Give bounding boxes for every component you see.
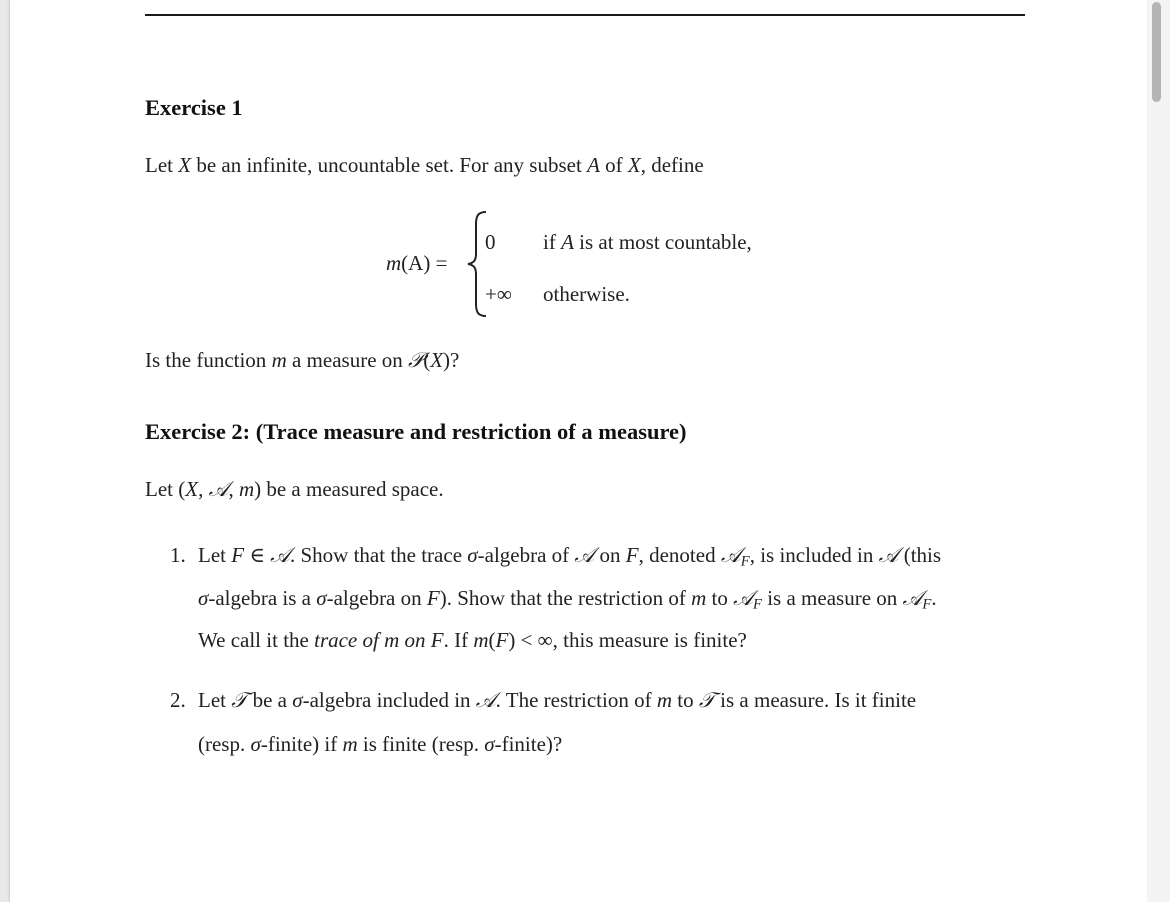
exercise-1-intro: Let X be an infinite, uncountable set. For any subset A of X, define <box>145 153 704 177</box>
document-page <box>10 0 1147 902</box>
list-item-2-line-1: Let 𝒯 be a σ-algebra included in 𝒜. The restriction of m to 𝒯 is a measure. Is it finite <box>198 688 917 712</box>
list-item-1-line-2: σ-algebra is a σ-algebra on F). Show that the restriction of m to 𝒜$_F$ is a measure on 𝒜$_F$. <box>198 586 937 613</box>
list-item-1-number: 1. <box>170 543 186 567</box>
list-item-1-line-3: We call it the trace of m on F. If m(F) < ∞, this measure is finite? <box>198 628 747 652</box>
exercise-1-question: Is the function m a measure on 𝒫(X)? <box>145 348 460 372</box>
exercise-2-intro: Let (X, 𝒜, m) be a measured space. <box>145 477 444 501</box>
case-2-value: +∞ <box>485 282 512 306</box>
exercise-1-title: Exercise 1 <box>145 95 243 120</box>
case-1-condition: if A is at most countable, <box>543 230 752 254</box>
list-item-1-line-1: Let F ∈ 𝒜. Show that the trace σ-algebra of 𝒜 on F, denoted 𝒜$_F$, is included in 𝒜 (this <box>198 543 942 570</box>
scrollbar-thumb[interactable] <box>1152 2 1161 102</box>
exercise-2-title: Exercise 2: (Trace measure and restriction of a measure) <box>145 419 687 444</box>
list-item-2-number: 2. <box>170 688 186 712</box>
case-2-condition: otherwise. <box>543 282 630 306</box>
scrollbar-track[interactable] <box>1147 0 1170 902</box>
list-item-2-line-2: (resp. σ-finite) if m is finite (resp. σ-finite)? <box>198 732 563 756</box>
formula-lhs: m(A) = <box>386 251 448 275</box>
horizontal-rule <box>145 14 1025 16</box>
case-1-value: 0 <box>485 230 496 254</box>
